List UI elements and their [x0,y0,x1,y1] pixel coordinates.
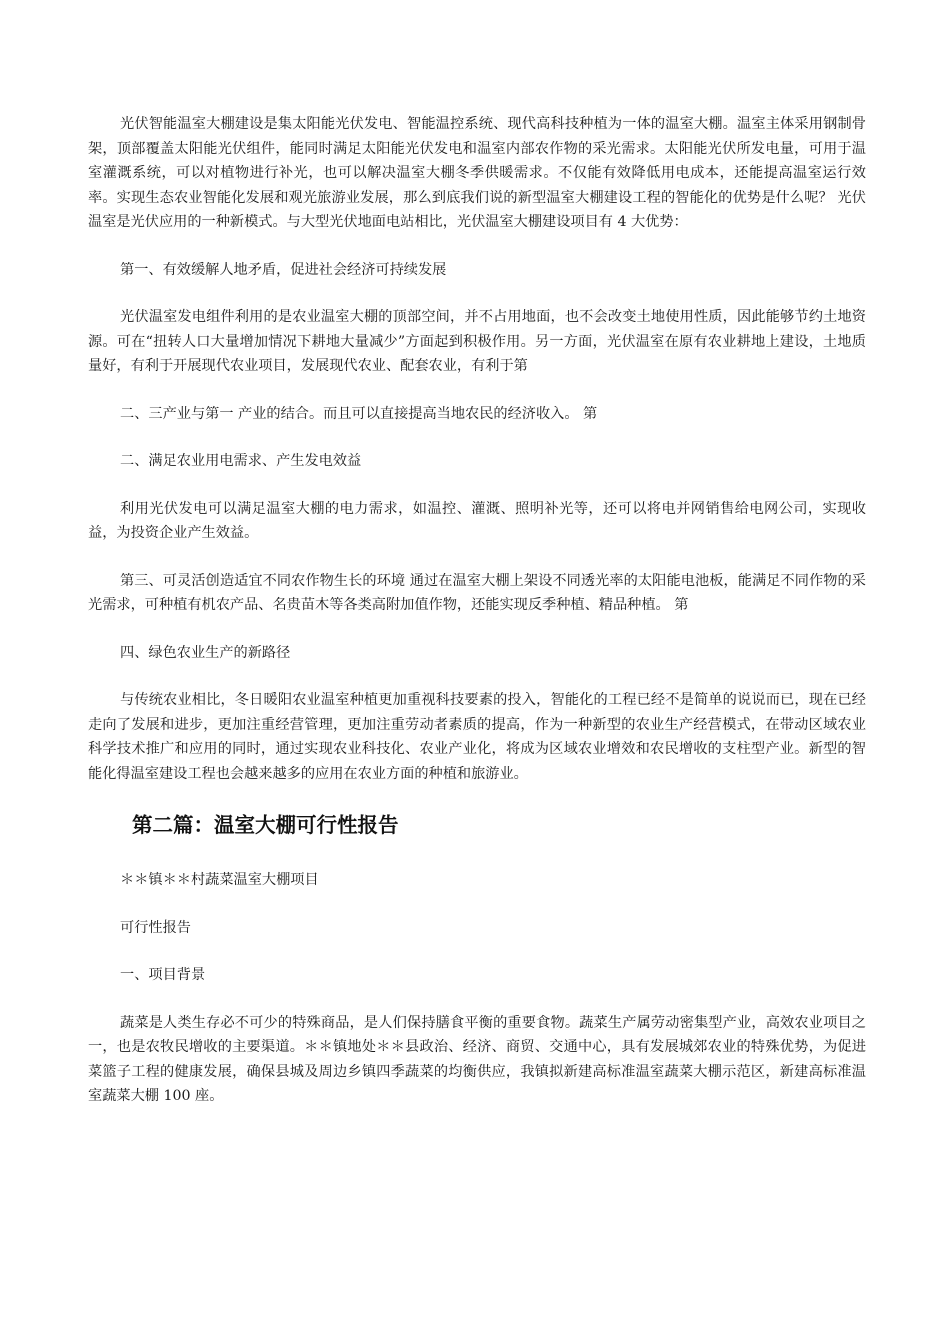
advantage-2-body: 利用光伏发电可以满足温室大棚的电力需求，如温控、灌溉、照明补光等，还可以将电并网销售给电网公司，实现收益，为投资企业产生效益。 [88,500,866,541]
section-1-body: 蔬菜是人类生存必不可少的特殊商品，是人们保持膳食平衡的重要食物。蔬菜生产属劳动密集型产业，高效农业项目之一，也是农牧民增收的主要渠道。＊＊镇地处＊＊县政治、经济、商贸、交通中心，具有发展城郊农业的特殊优势，为促进菜篮子工程的健康发展，确保县城及周边乡镇四季蔬菜的均衡供应，我镇拟新建高标准温室蔬菜大棚示范区，新建高标准温室蔬菜大棚 100 座。 [88,1014,866,1104]
document-page [88,112,866,1109]
advantage-1-title: 第一、有效缓解人地矛盾，促进社会经济可持续发展 [120,261,447,278]
advantage-4-title: 四、绿色农业生产的新路径 [120,644,291,661]
advantage-2-title: 二、满足农业用电需求、产生发电效益 [120,453,362,469]
part-2-heading: 第二篇：温室大棚可行性报告 [132,813,399,837]
project-title: ＊＊镇＊＊村蔬菜温室大棚项目 [120,872,319,888]
section-1-title: 一、项目背景 [120,967,206,983]
report-title: 可行性报告 [120,919,191,936]
advantage-4-body: 与传统农业相比，冬日暖阳农业温室种植更加重视科技要素的投入，智能化的工程已经不是简单的说说而已，现在已经走向了发展和进步，更加注重经营管理，更加注重劳动者素质的提高，作为一种新型的农业生产经营模式，在带动区域农业科学技术推广和应用的同时，通过实现农业科技化、农业产业化，将成为区域农业增效和农民增收的支柱型产业。新型的智能化得温室建设工程也会越来越多的应用在农业方面的种植和旅游业。 [88,692,866,782]
advantage-1-continuation: 二、三产业与第一 产业的结合。而且可以直接提高当地农民的经济收入。 第 [120,405,598,422]
advantage-3-paragraph: 第三、可灵活创造适宜不同农作物生长的环境 通过在温室大棚上架设不同透光率的太阳能电池板，能满足不同作物的采光需求，可种植有机农产品、名贵苗木等各类高附加值作物，还能实现反季种植、精品种植。 第 [88,572,866,613]
intro-paragraph: 光伏智能温室大棚建设是集太阳能光伏发电、智能温控系统、现代高科技种植为一体的温室大棚。温室主体采用钢制骨架，顶部覆盖太阳能光伏组件，能同时满足太阳能光伏发电和温室内部农作物的采光需求。太阳能光伏所发电量，可用于温室灌溉系统，可以对植物进行补光，也可以解决温室大棚冬季供暖需求。不仅能有效降低用电成本，还能提高温室运行效率。实现生态农业智能化发展和观光旅游业发展，那么到底我们说的新型温室大棚建设工程的智能化的优势是什么呢？ 光伏温室是光伏应用的一种新模式。与大型光伏地面电站相比，光伏温室大棚建设项目有 4 大优势： [88,116,866,230]
advantage-1-body: 光伏温室发电组件利用的是农业温室大棚的顶部空间，并不占用地面，也不会改变土地使用性质，因此能够节约土地资源。可在“扭转人口大量增加情况下耕地大量减少”方面起到积极作用。另一方面，光伏温室在原有农业耕地上建设，土地质量好，有利于开展现代农业项目，发展现代农业、配套农业，有利于第 [88,309,866,374]
